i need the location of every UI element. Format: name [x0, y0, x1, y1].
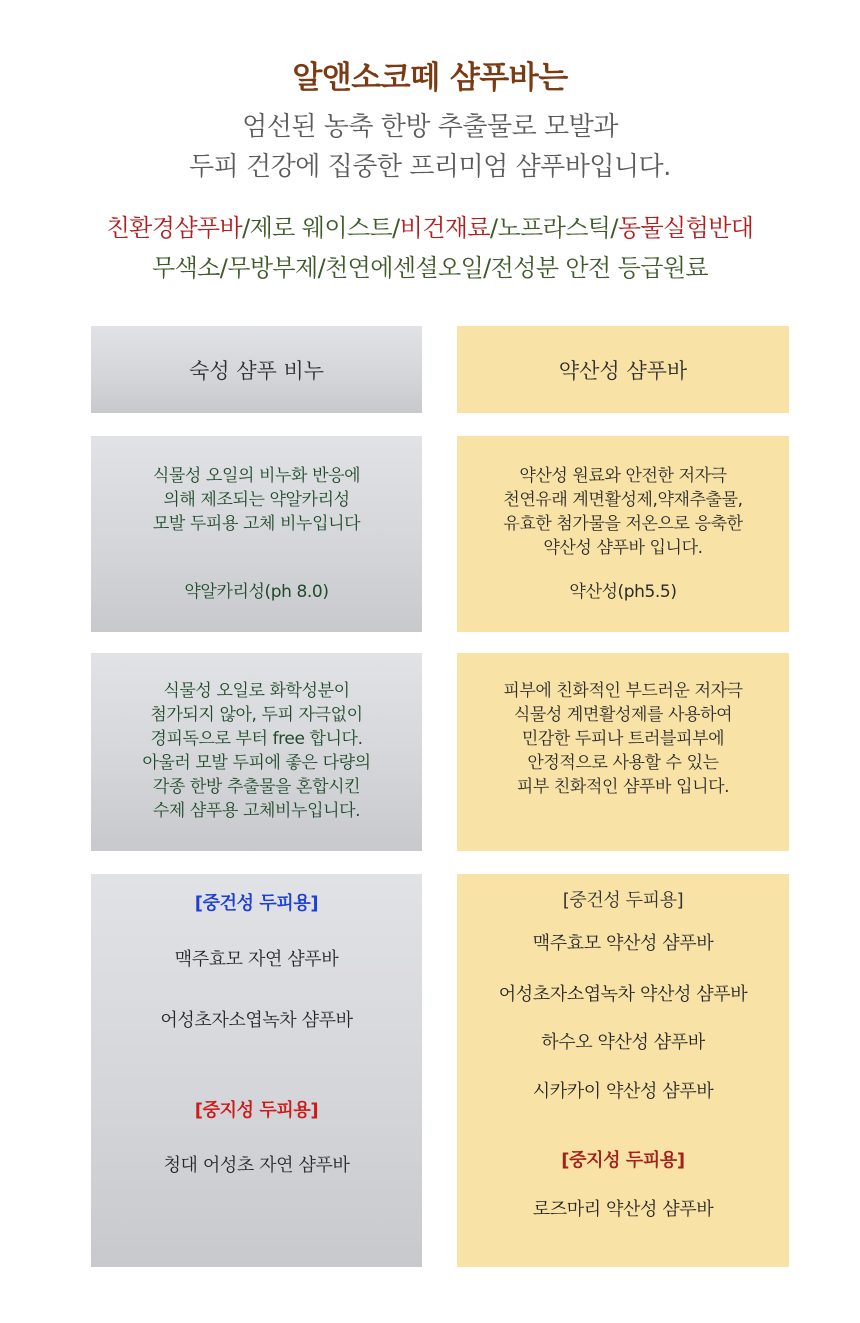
right-benefit-line-4: 안정적으로 사용할 수 있는	[527, 753, 719, 773]
right-neutral-item-3: 하수오 약산성 샴푸바	[541, 1032, 705, 1053]
left-benefit-line-6: 수제 샴푸용 고체비누입니다.	[152, 801, 361, 821]
left-neutral-item-1: 맥주효모 자연 샴푸바	[174, 949, 339, 970]
left-benefit-line-1: 식물성 오일로 화학성분이	[163, 681, 350, 701]
right-heading-panel	[457, 326, 789, 413]
right-desc-panel	[457, 436, 789, 632]
right-heading: 약산성 샴푸바	[558, 358, 688, 383]
left-benefit-line-2: 첨가되지 않아, 두피 자극없이	[150, 705, 363, 725]
right-desc-line-3: 유효한 첨가물을 저온으로 응축한	[503, 514, 743, 534]
left-benefit-line-3: 경피독으로 부터 free 합니다.	[150, 729, 363, 749]
keyword-line-1	[0, 208, 860, 243]
right-benefit-line-2: 식물성 계면활성제를 사용하여	[513, 705, 733, 725]
right-benefit-line-3: 민감한 두피나 트러블피부에	[521, 729, 725, 749]
right-neutral-item-4: 시카카이 약산성 샴푸바	[532, 1081, 714, 1102]
keyword-cruelty-free: 동물실험반대	[617, 214, 754, 242]
keyword-vegan: 비건재료	[399, 214, 490, 242]
right-neutral-tag: [중건성 두피용]	[562, 890, 684, 911]
keyword-line-2: 무색소/무방부제/천연에센셜오일/전성분 안전 등급원료	[152, 254, 708, 282]
left-desc-panel	[91, 436, 422, 632]
right-ph-label: 약산성(ph5.5)	[569, 582, 677, 602]
left-neutral-item-2: 어성초자소엽녹차 샴푸바	[160, 1010, 353, 1031]
left-heading: 숙성 샴푸 비누	[188, 358, 325, 383]
right-benefit-line-1: 피부에 친화적인 부드러운 저자극	[503, 681, 743, 701]
right-desc-line-4: 약산성 샴푸바 입니다.	[543, 538, 703, 558]
left-neutral-tag: [중건성 두피용]	[194, 893, 319, 914]
left-desc-line-1: 식물성 오일의 비누화 반응에	[152, 466, 361, 486]
right-benefit-line-5: 피부 친화적인 샴푸바 입니다.	[516, 777, 730, 797]
keyword-sep-2: /노프라스틱/	[489, 214, 618, 242]
keyword-eco: 친환경샴푸바	[106, 214, 243, 242]
left-desc-line-2: 의해 제조되는 약알카리성	[163, 490, 350, 510]
right-neutral-item-2: 어성초자소엽녹차 약산성 샴푸바	[498, 984, 748, 1005]
right-oily-tag: [중지성 두피용]	[561, 1150, 685, 1171]
left-products-panel	[91, 874, 422, 1267]
page-title: 알앤소코떼 샴푸바는	[292, 60, 568, 96]
right-products-panel	[457, 874, 789, 1267]
subtitle-line-2: 두피 건강에 집중한 프리미엄 샴푸바입니다.	[189, 152, 671, 182]
left-benefit-line-5: 각종 한방 추출물을 혼합시킨	[152, 777, 361, 797]
left-desc-line-3: 모발 두피용 고체 비누입니다	[152, 514, 361, 534]
right-desc-line-2: 천연유래 계면활성제,약재추출물,	[503, 490, 743, 510]
left-benefit-panel	[91, 653, 422, 851]
left-benefit-line-4: 아울러 모발 두피에 좋은 다량의	[142, 753, 371, 773]
left-oily-item-1: 청대 어성초 자연 샴푸바	[163, 1155, 350, 1176]
right-oily-item-1: 로즈마리 약산성 샴푸바	[532, 1199, 714, 1220]
right-desc-line-1: 약산성 원료와 안전한 저자극	[519, 466, 727, 486]
left-ph-label: 약알카리성(ph 8.0)	[184, 582, 329, 602]
right-benefit-panel	[457, 653, 789, 851]
keyword-sep-1: /제로 웨이스트/	[242, 214, 400, 242]
left-oily-tag: [중지성 두피용]	[194, 1100, 319, 1121]
right-neutral-item-1: 맥주효모 약산성 샴푸바	[532, 933, 714, 954]
subtitle-line-1: 엄선된 농축 한방 추출물로 모발과	[242, 112, 618, 142]
left-heading-panel	[91, 326, 422, 413]
